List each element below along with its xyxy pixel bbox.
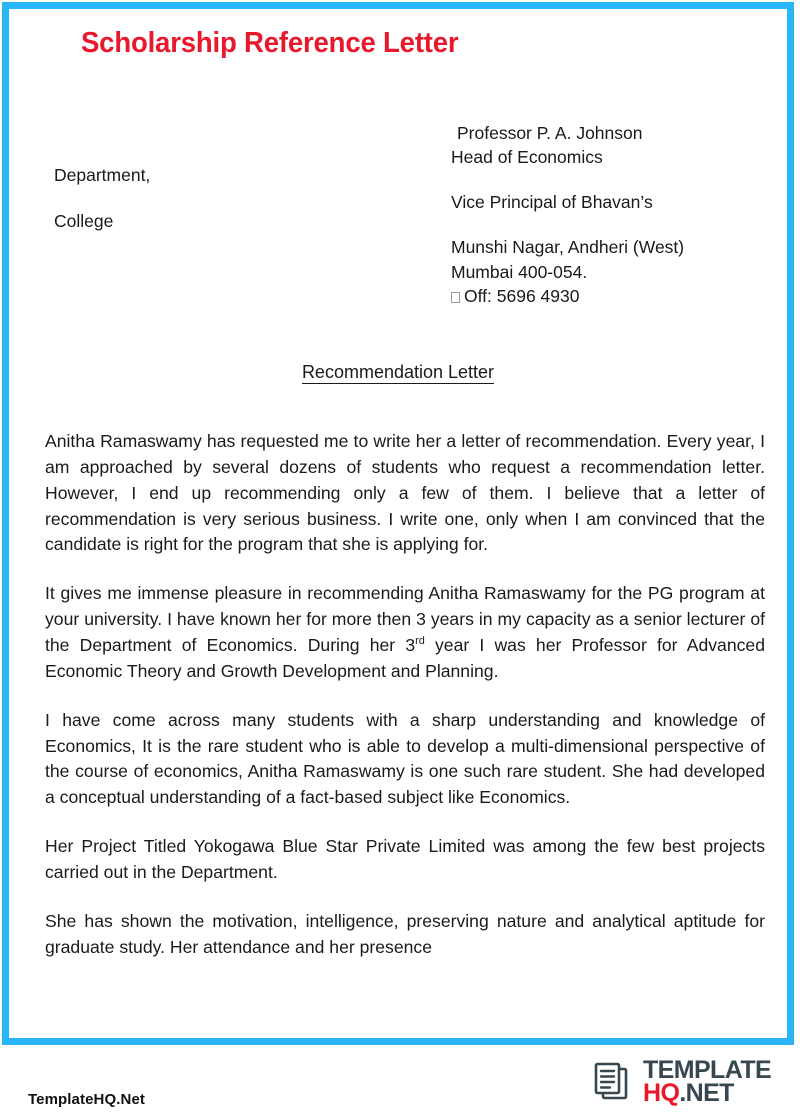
sender-address-line-1: Munshi Nagar, Andheri (West) [451, 237, 685, 258]
sender-role-group [451, 190, 684, 214]
body-paragraph-1-text: Anitha Ramaswamy has requested me to write her a letter of recommendation. Every year, I am approached by several dozens of students who request a recommendation letter. However, I end up recommending only a few of them. I believe that a letter of recommendation is very serious business. I write one, only when I am convinced that the candidate is right for the program that she is applying for. [45, 431, 765, 555]
body-paragraph-5-text: She has shown the motivation, intelligence, preserving nature and analytical aptitude for graduate study. Her attendance and her presence [45, 910, 765, 957]
body-paragraph-2-text-b: year I was her Professor for Advanced Economic Theory and Growth Development and Planning. [45, 635, 765, 681]
recipient-address-block [54, 164, 150, 233]
recipient-college: College [54, 210, 114, 231]
letter-body [45, 429, 765, 961]
sender-address-block [451, 121, 684, 308]
body-paragraph-3 [45, 708, 765, 811]
sender-identity [451, 121, 684, 169]
body-paragraph-2-text-a: It gives me immense pleasure in recommending Anitha Ramaswamy for the PG program at your university. I have known her for more then 3 years in my capacity as a senior lecturer of the Department of Economics. During her 3 [45, 583, 765, 656]
brand-word-hq-net-row [643, 1079, 771, 1107]
brand-logo-wordmark [643, 1056, 772, 1107]
recipient-department: Department, [54, 165, 151, 185]
sender-address-line-2: Mumbai 400-054. [451, 261, 588, 282]
document-page-frame [2, 2, 794, 1045]
body-paragraph-3-text: I have come across many students with a sharp understanding and knowledge of Economics, It is the rare student who is able to develop a multi-dimensional perspective of the course of economics, Anitha Ramaswamy is one such rare student. She had developed a conceptual understanding of a fact-based subject like Economics. [45, 709, 765, 808]
sender-phone: Off: 5696 4930 [464, 285, 580, 306]
footer-credit-text: TemplateHQ.Net [28, 1091, 145, 1108]
body-paragraph-5 [45, 909, 765, 961]
documents-stack-icon [590, 1059, 636, 1105]
missing-glyph-box-icon [451, 292, 460, 303]
sender-designation: Head of Economics [451, 147, 603, 168]
letter-subject [9, 362, 787, 383]
brand-word-hq: HQ [643, 1079, 680, 1107]
body-paragraph-4 [45, 834, 765, 886]
brand-logo [590, 1056, 772, 1107]
document-page [9, 9, 787, 1038]
brand-word-template: TEMPLATE [643, 1056, 772, 1084]
sender-contact-group [451, 235, 684, 307]
sender-name: Professor P. A. Johnson [457, 123, 643, 143]
body-paragraph-1 [45, 429, 765, 558]
letter-subject-text: Recommendation Letter [301, 362, 495, 382]
brand-word-net: .NET [679, 1079, 734, 1107]
page-title: Scholarship Reference Letter [81, 27, 459, 59]
sender-role: Vice Principal of Bhavan’s [451, 192, 653, 213]
sender-phone-line [451, 284, 684, 308]
body-paragraph-4-text: Her Project Titled Yokogawa Blue Star Private Limited was among the few best projects carried out in the Department. [45, 836, 765, 883]
body-paragraph-2-ordinal-suffix: rd [415, 635, 425, 648]
body-paragraph-2 [45, 581, 765, 684]
